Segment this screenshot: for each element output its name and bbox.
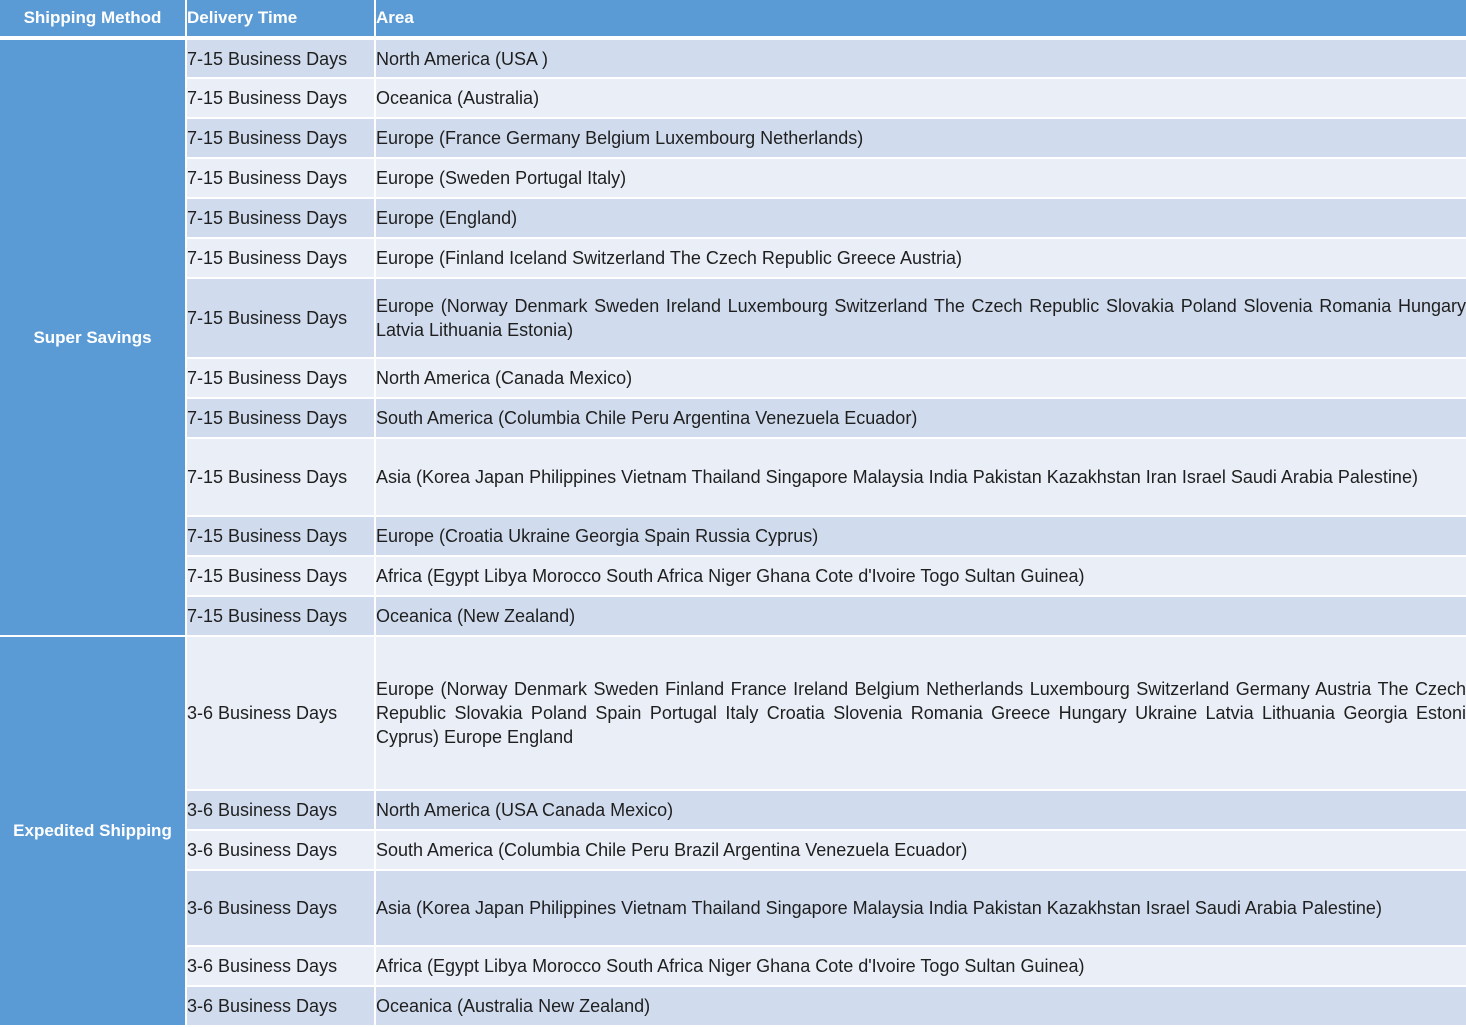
delivery-time-cell: 7-15 Business Days: [186, 398, 375, 438]
delivery-time-cell: 7-15 Business Days: [186, 556, 375, 596]
shipping-method-cell: Super Savings: [0, 38, 186, 636]
area-cell: Africa (Egypt Libya Morocco South Africa Niger Ghana Cote d'Ivoire Togo Sultan Guinea): [375, 556, 1466, 596]
table-row: [0, 38, 1466, 78]
table-row: [0, 198, 1466, 238]
delivery-time-cell: 3-6 Business Days: [186, 790, 375, 830]
area-cell: Europe (Croatia Ukraine Georgia Spain Russia Cyprus): [375, 516, 1466, 556]
delivery-time-cell: 7-15 Business Days: [186, 238, 375, 278]
table-row: [0, 158, 1466, 198]
delivery-time-cell: 7-15 Business Days: [186, 596, 375, 636]
table-row: [0, 830, 1466, 870]
delivery-time-cell: 7-15 Business Days: [186, 158, 375, 198]
table-row: [0, 78, 1466, 118]
area-cell: Asia (Korea Japan Philippines Vietnam Thailand Singapore Malaysia India Pakistan Kazakhstan Israel Saudi Arabia Palestine): [375, 870, 1466, 946]
delivery-time-cell: 3-6 Business Days: [186, 986, 375, 1026]
delivery-time-cell: 7-15 Business Days: [186, 516, 375, 556]
table-row: [0, 358, 1466, 398]
delivery-time-cell: 7-15 Business Days: [186, 118, 375, 158]
area-cell: Europe (Norway Denmark Sweden Finland France Ireland Belgium Netherlands Luxembourg Switzerland Germany Austria The Czech Republic Slovakia Poland Spain Portugal Italy Croatia Slovenia Romania Greece Hungary Ukraine Latvia Lithuania Georgia Estoni Cyprus) Europe England: [375, 636, 1466, 790]
delivery-time-cell: 3-6 Business Days: [186, 946, 375, 986]
table-row: [0, 596, 1466, 636]
area-cell: Europe (England): [375, 198, 1466, 238]
delivery-time-cell: 7-15 Business Days: [186, 78, 375, 118]
header-row: [0, 0, 1466, 38]
area-cell: Europe (Sweden Portugal Italy): [375, 158, 1466, 198]
delivery-time-cell: 7-15 Business Days: [186, 358, 375, 398]
delivery-time-cell: 3-6 Business Days: [186, 830, 375, 870]
area-cell: Europe (France Germany Belgium Luxembourg Netherlands): [375, 118, 1466, 158]
table-body: [0, 38, 1466, 1026]
area-cell: Asia (Korea Japan Philippines Vietnam Thailand Singapore Malaysia India Pakistan Kazakhstan Iran Israel Saudi Arabia Palestine): [375, 438, 1466, 516]
area-cell: South America (Columbia Chile Peru Argentina Venezuela Ecuador): [375, 398, 1466, 438]
table-row: [0, 790, 1466, 830]
table-row: [0, 438, 1466, 516]
area-cell: South America (Columbia Chile Peru Brazil Argentina Venezuela Ecuador): [375, 830, 1466, 870]
table-row: [0, 516, 1466, 556]
area-cell: North America (USA ): [375, 38, 1466, 78]
table-row: [0, 398, 1466, 438]
delivery-time-cell: 3-6 Business Days: [186, 870, 375, 946]
header-area: Area: [375, 0, 1466, 38]
area-cell: Oceanica (New Zealand): [375, 596, 1466, 636]
delivery-time-cell: 7-15 Business Days: [186, 438, 375, 516]
delivery-time-cell: 3-6 Business Days: [186, 636, 375, 790]
table-row: [0, 238, 1466, 278]
table-row: [0, 946, 1466, 986]
delivery-time-cell: 7-15 Business Days: [186, 198, 375, 238]
table-row: [0, 278, 1466, 358]
header-shipping-method: Shipping Method: [0, 0, 186, 38]
shipping-method-cell: Expedited Shipping: [0, 636, 186, 1026]
table-row: [0, 870, 1466, 946]
area-cell: Europe (Norway Denmark Sweden Ireland Luxembourg Switzerland The Czech Republic Slovakia Poland Slovenia Romania Hungary Latvia Lithuania Estonia): [375, 278, 1466, 358]
area-cell: North America (USA Canada Mexico): [375, 790, 1466, 830]
area-cell: Oceanica (Australia New Zealand): [375, 986, 1466, 1026]
delivery-time-cell: 7-15 Business Days: [186, 278, 375, 358]
area-cell: Oceanica (Australia): [375, 78, 1466, 118]
table-row: [0, 986, 1466, 1026]
area-cell: North America (Canada Mexico): [375, 358, 1466, 398]
delivery-time-cell: 7-15 Business Days: [186, 38, 375, 78]
area-cell: Europe (Finland Iceland Switzerland The Czech Republic Greece Austria): [375, 238, 1466, 278]
area-cell: Africa (Egypt Libya Morocco South Africa Niger Ghana Cote d'Ivoire Togo Sultan Guinea): [375, 946, 1466, 986]
header-delivery-time: Delivery Time: [186, 0, 375, 38]
table-row: [0, 556, 1466, 596]
table-row: [0, 636, 1466, 790]
table-row: [0, 118, 1466, 158]
